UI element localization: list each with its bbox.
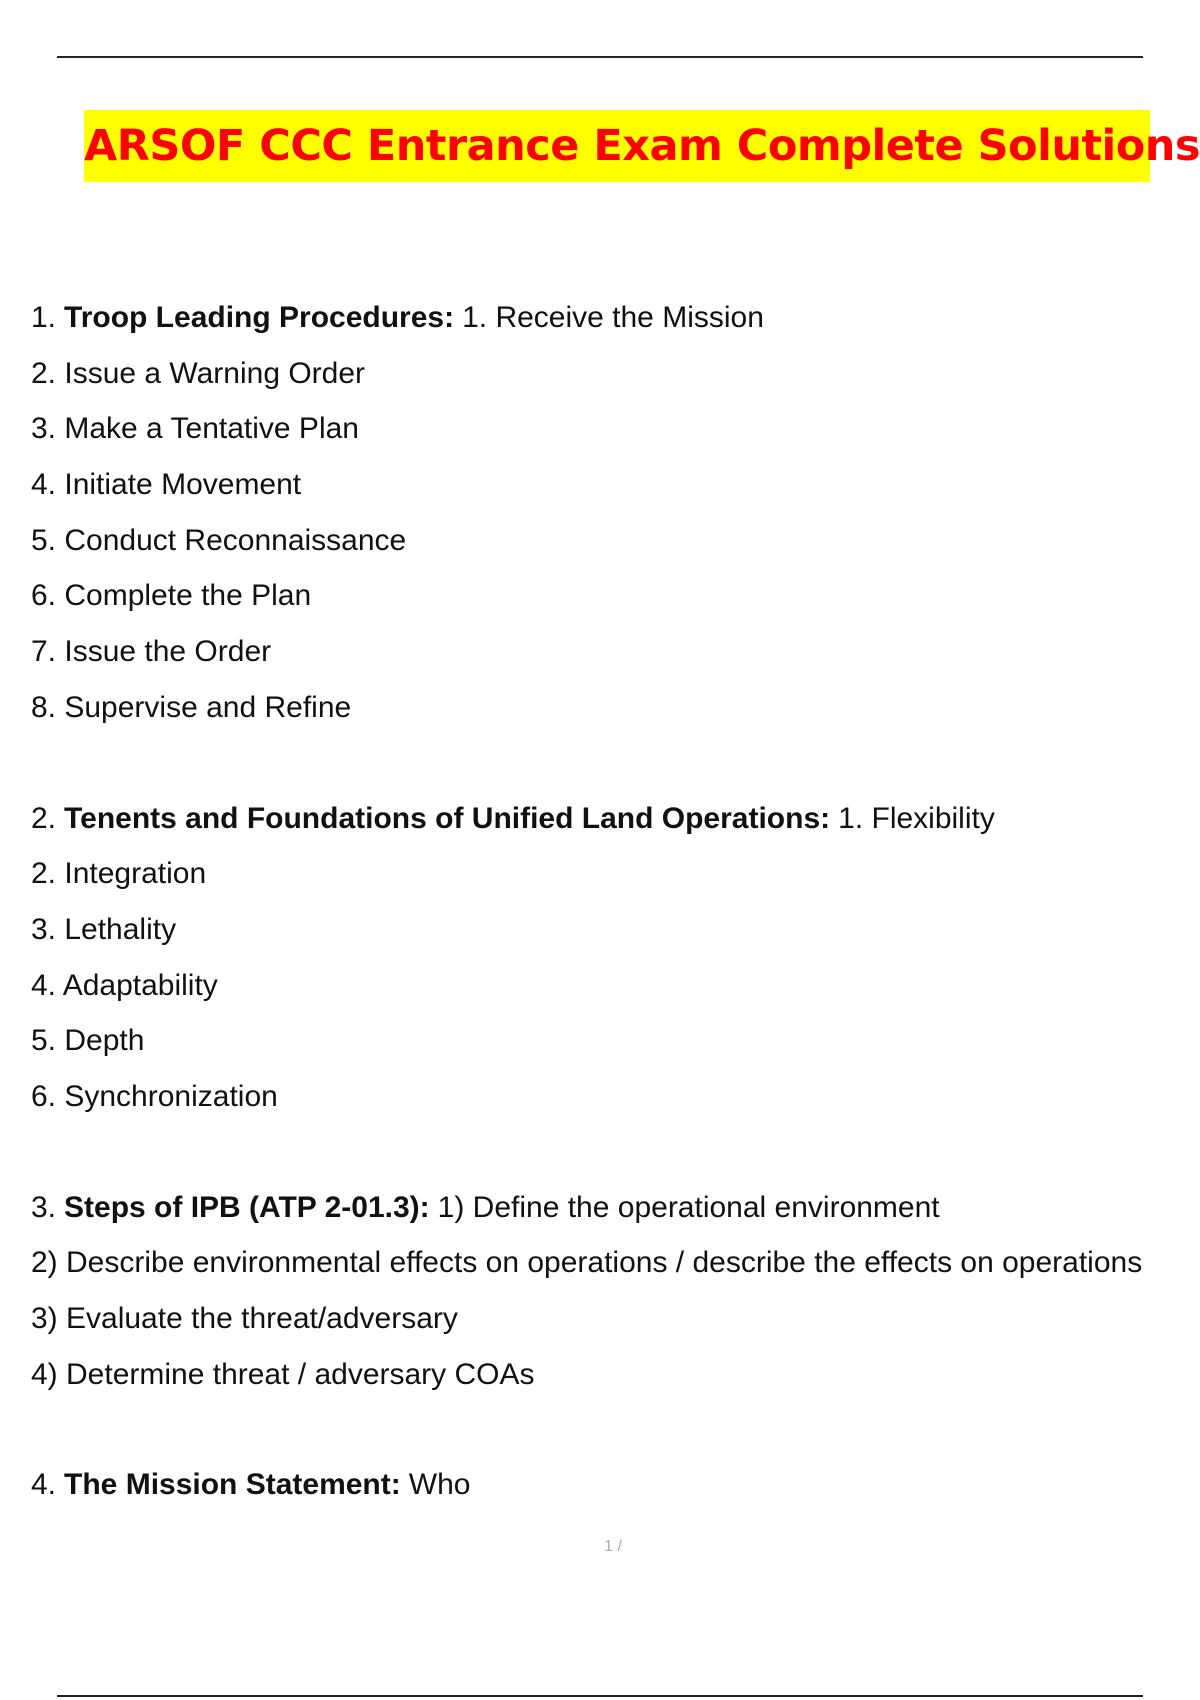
title-highlight [84, 110, 1200, 182]
question-heading: Tenents and Foundations of Unified Land Operations: [64, 801, 831, 835]
question-line [31, 1457, 1200, 1513]
document-body [31, 290, 1200, 1568]
question-line [31, 1180, 1200, 1236]
question-section [31, 791, 1200, 1125]
question-line [31, 791, 1200, 847]
answer-line: 4. Initiate Movement [31, 468, 302, 502]
question-number: 4. [31, 1468, 57, 1502]
question-heading: Steps of IPB (ATP 2-01.3): [64, 1190, 430, 1224]
question-heading: Troop Leading Procedures: [64, 301, 455, 334]
bottom-rule [57, 1695, 1143, 1697]
answer-line: 6. Complete the Plan [31, 579, 312, 613]
question-section [31, 1180, 1200, 1403]
answer-line: 4. Adaptability [31, 968, 218, 1002]
answer-line: 8. Supervise and Refine [31, 690, 352, 724]
page-number: 1 / [604, 1538, 622, 1555]
answer-line: 5. Depth [31, 1024, 145, 1058]
answer-line: 2. Issue a Warning Order [31, 356, 366, 390]
answer-line: 1. Receive the Mission [462, 301, 764, 334]
answer-line: 2) Describe environmental effects on operations / describe the effects on operations [31, 1246, 1143, 1280]
question-heading: The Mission Statement: [64, 1468, 401, 1502]
document-title: ARSOF CCC Entrance Exam Complete Solutions [84, 121, 1200, 171]
answer-line: Who [408, 1468, 471, 1502]
top-rule [57, 56, 1143, 58]
answer-line: 3. Lethality [31, 912, 177, 946]
question-number: 2. [31, 801, 57, 835]
answer-line: 1. Flexibility [838, 801, 995, 835]
question-line [31, 290, 1200, 346]
answer-line: 7. Issue the Order [31, 635, 272, 669]
answer-line: 1) Define the operational environment [437, 1190, 940, 1224]
answer-line: 2. Integration [31, 857, 207, 891]
answer-line: 3. Make a Tentative Plan [31, 412, 359, 446]
answer-line: 4) Determine threat / adversary COAs [31, 1357, 535, 1391]
question-section [31, 290, 1200, 736]
question-section [31, 1457, 1200, 1513]
answer-line: 6. Synchronization [31, 1079, 278, 1113]
answer-line: 5. Conduct Reconnaissance [31, 523, 407, 557]
question-number: 3. [31, 1190, 57, 1224]
question-number: 1. [31, 301, 57, 334]
answer-line: 3) Evaluate the threat/adversary [31, 1302, 458, 1335]
